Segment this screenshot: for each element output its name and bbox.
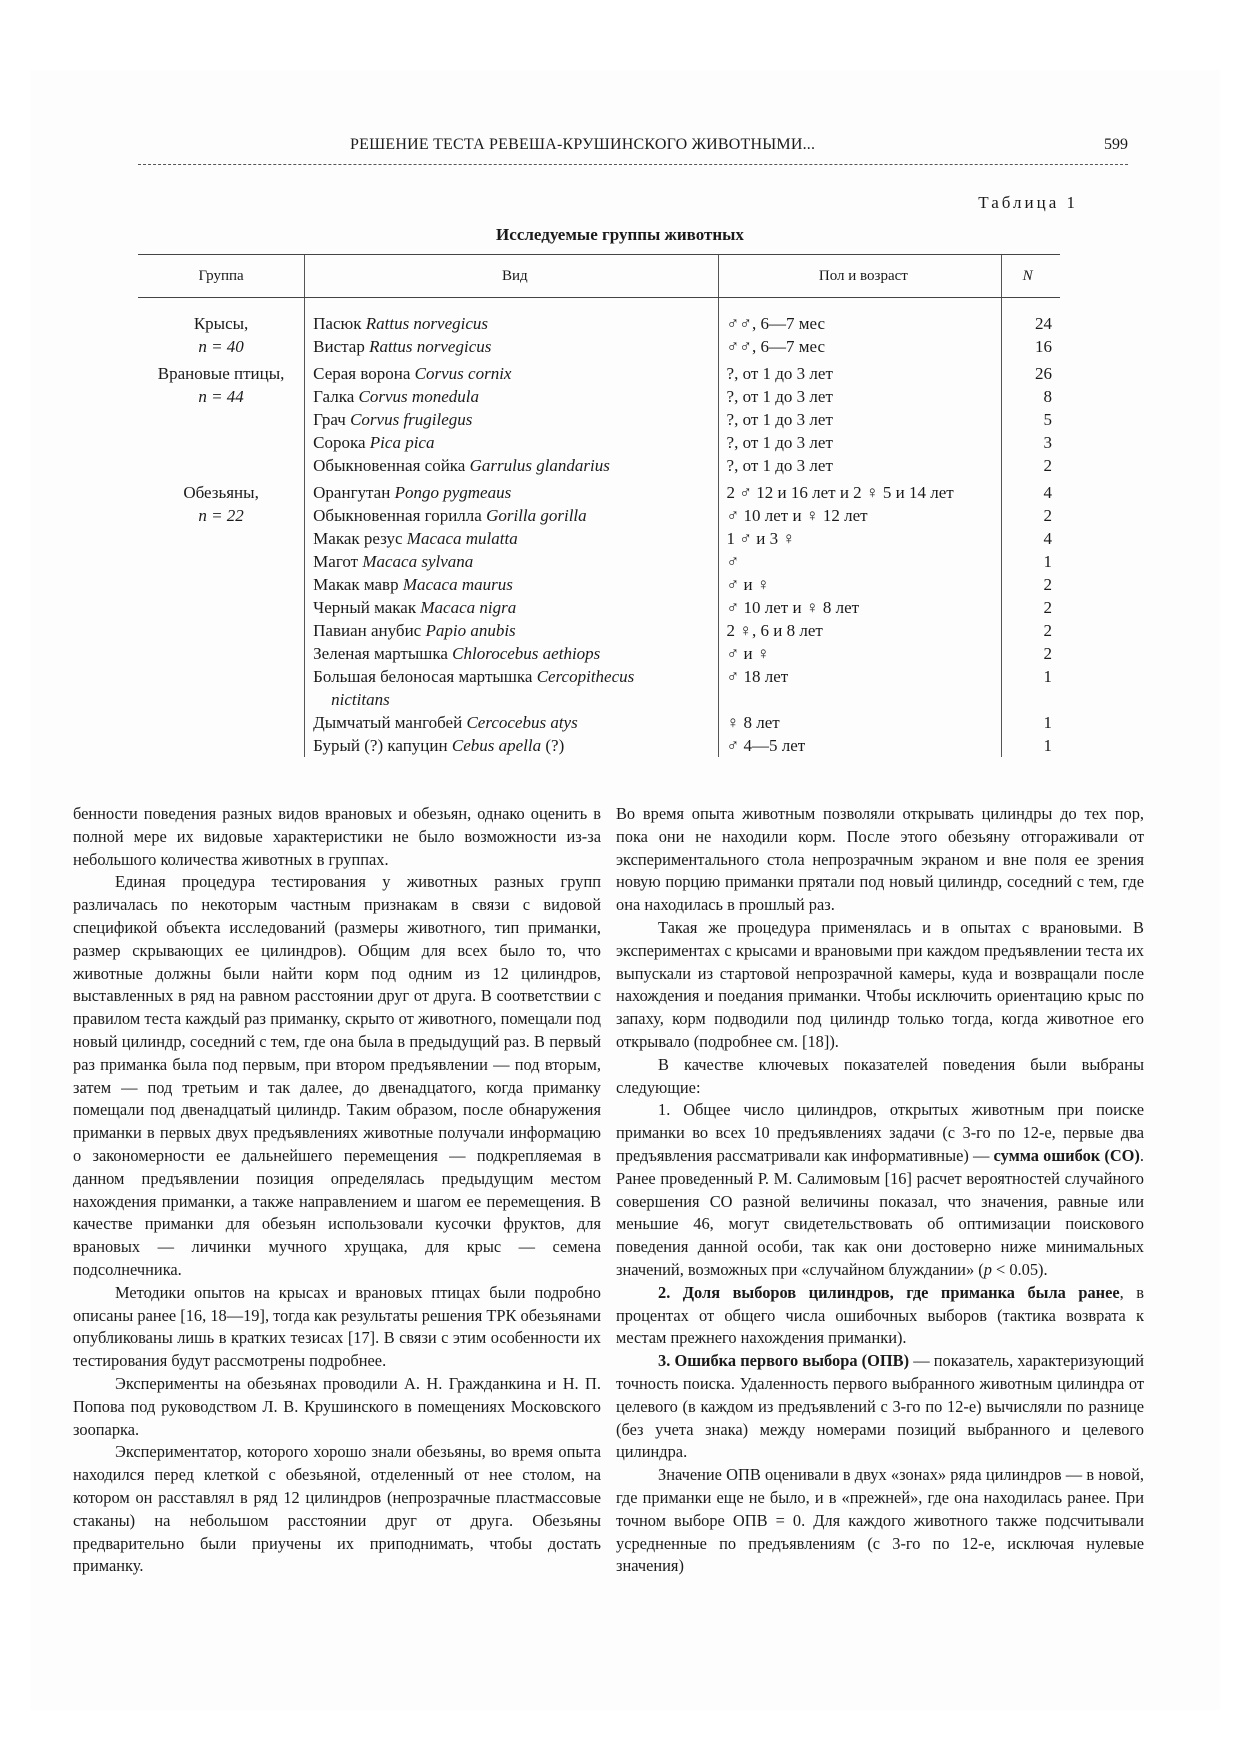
species-common-name: Магот (313, 552, 359, 571)
species-latin-name: Corvus cornix (414, 364, 512, 383)
cell-species (305, 335, 718, 358)
cell-group (138, 385, 305, 408)
cell-n: 24 (1002, 312, 1060, 335)
species-latin-name: Corvus monedula (358, 387, 479, 406)
cell-n: 2 (1002, 573, 1060, 596)
species-latin-name: Macaca mulatta (406, 529, 518, 548)
cell-species (305, 385, 718, 408)
species-latin-name: Cebus apella (451, 736, 542, 755)
cell-species (305, 550, 718, 573)
body-column-right (616, 803, 1144, 1578)
paragraph: бенности поведения разных видов врановых и обезьян, однако оценить в полной мере их видовые характеристики не было возможности из-за небольшого количества животных в группах. (73, 804, 601, 869)
column-header-sex-age: Пол и возраст (718, 255, 1002, 298)
species-common-name: Бурый (?) капуцин (313, 736, 448, 755)
group-count: n = 44 (198, 387, 244, 406)
table-row (138, 481, 1060, 504)
cell-sex-age: ♂♂, 6—7 мес (718, 312, 1002, 335)
table-row (138, 711, 1060, 734)
species-common-name: Орангутан (313, 483, 391, 502)
cell-species (305, 665, 718, 711)
cell-sex-age: ♂ и ♀ (718, 573, 1002, 596)
cell-group (138, 734, 305, 757)
table-row (138, 408, 1060, 431)
species-latin-name: Macaca nigra (420, 598, 517, 617)
cell-group (138, 596, 305, 619)
species-latin-name: Chlorocebus aethiops (452, 644, 601, 663)
cell-species (305, 454, 718, 477)
cell-group (138, 527, 305, 550)
species-latin-name: Gorilla gorilla (486, 506, 587, 525)
cell-n: 8 (1002, 385, 1060, 408)
species-latin-name-cont: nictitans (331, 690, 390, 709)
cell-sex-age: ♂ и ♀ (718, 642, 1002, 665)
species-latin-name: Cercopithecus (536, 667, 635, 686)
page-number: 599 (1104, 136, 1128, 153)
column-header-species: Вид (305, 255, 718, 298)
term-sum-of-errors: сумма ошибок (СО) (993, 1145, 1140, 1165)
cell-species (305, 362, 718, 385)
species-latin-name: Corvus frugilegus (350, 410, 473, 429)
column-header-n: N (1002, 255, 1060, 298)
species-common-name: Большая белоносая мартышка (313, 667, 533, 686)
cell-group (138, 335, 305, 358)
column-header-group: Группа (138, 255, 305, 298)
cell-group (138, 619, 305, 642)
table-row (138, 573, 1060, 596)
table-body (138, 298, 1060, 758)
group-count: n = 22 (198, 506, 244, 525)
term-return-share: 2. Доля выборов цилиндров, где приманка была ранее (658, 1282, 1120, 1302)
species-common-name: Макак резус (313, 529, 403, 548)
cell-n: 1 (1002, 734, 1060, 757)
table-row (138, 665, 1060, 711)
cell-species (305, 527, 718, 550)
table-row (138, 596, 1060, 619)
species-latin-name: Macaca maurus (402, 575, 513, 594)
paragraph: Методики опытов на крысах и врановых птицах были подробно описаны ранее [16, 18—19], тогда как результаты решения ТРК обезьянами опубликованы лишь в кратких тезисах [17]. В связи с этим особенности их тестирования будут рассмотрены подробнее. (73, 1282, 601, 1371)
indicator-1-paragraph: 1. Общее число цилиндров, открытых животным при поиске приманки во всех 10 предъявлениях задачи (с 3-го по 12-е, первые два предъявления рассматривали как информативные) — сумма ошибок (СО). Ранее проведенный Р. М. Салимовым [16] расчет вероятностей случайного совершения СО разной величины показал, что значения, равные или меньшие 46, могут свидетельствовать об оптимизации поискового поведения данной особи, так как они достоверно ниже минимальных значений, возможных при «случайном блуждании» (p < 0.05). (616, 1100, 1144, 1279)
group-count: n = 40 (198, 337, 244, 356)
species-common-name: Зеленая мартышка (313, 644, 448, 663)
species-common-name: Павиан анубис (313, 621, 422, 640)
running-title: РЕШЕНИЕ ТЕСТА РЕВЕША-КРУШИНСКОГО ЖИВОТНЫМИ... (350, 136, 816, 153)
indicator-3-paragraph: 3. Ошибка первого выбора (ОПВ) — показатель, характеризующий точность поиска. Удаленность первого выбранного животным цилиндра от целевого (в каждом из предъявлений с 3-го по 12-е) вычисляли по разнице (без учета знака) между номерами позиций выбранного и целевого цилиндра. (616, 1351, 1144, 1462)
species-latin-name: Pica pica (369, 433, 435, 452)
table-row (138, 619, 1060, 642)
cell-group (138, 481, 305, 504)
cell-n: 5 (1002, 408, 1060, 431)
cell-group (138, 642, 305, 665)
table-row (138, 734, 1060, 757)
group-name: Врановые птицы, (157, 364, 285, 383)
species-common-name: Дымчатый мангобей (313, 713, 463, 732)
species-latin-name: Rattus norvegicus (365, 314, 489, 333)
cell-sex-age: ♂ 18 лет (718, 665, 1002, 711)
cell-group (138, 504, 305, 527)
table-row (138, 431, 1060, 454)
cell-n: 1 (1002, 550, 1060, 573)
table-row (138, 312, 1060, 335)
body-column-left (73, 803, 601, 1578)
cell-n: 16 (1002, 335, 1060, 358)
cell-n: 2 (1002, 504, 1060, 527)
cell-n: 2 (1002, 454, 1060, 477)
species-common-name: Пасюк (313, 314, 362, 333)
species-latin-name: Rattus norvegicus (369, 337, 492, 356)
cell-group (138, 454, 305, 477)
cell-n: 1 (1002, 711, 1060, 734)
table-row (138, 335, 1060, 358)
cell-n: 4 (1002, 527, 1060, 550)
table-label: Таблица 1 (978, 193, 1078, 212)
cell-sex-age: ♂ 4—5 лет (718, 734, 1002, 757)
paragraph: Эксперименты на обезьянах проводили А. Н. Гражданкина и Н. П. Попова под руководством Л. В. Крушинского в помещениях Московского зоопарка. (73, 1373, 601, 1439)
cell-sex-age: ♂ 10 лет и ♀ 12 лет (718, 504, 1002, 527)
cell-n: 2 (1002, 619, 1060, 642)
species-latin-name: Cercocebus atys (466, 713, 578, 732)
species-common-name: Обыкновенная горилла (313, 506, 482, 525)
table-row (138, 454, 1060, 477)
cell-species (305, 619, 718, 642)
table-header-row (138, 255, 1060, 298)
cell-species (305, 504, 718, 527)
cell-sex-age: ♀ 8 лет (718, 711, 1002, 734)
species-common-name: Обыкновенная сойка (313, 456, 466, 475)
group-name: Обезьяны, (183, 483, 259, 502)
table-title: Исследуемые группы животных (496, 225, 744, 244)
cell-n: 2 (1002, 642, 1060, 665)
cell-group (138, 431, 305, 454)
table-row (138, 527, 1060, 550)
table-row (138, 504, 1060, 527)
cell-n: 1 (1002, 665, 1060, 711)
cell-species (305, 642, 718, 665)
cell-species: Бурый (?) капуцин Cebus apella (?) (305, 734, 718, 757)
cell-n: 4 (1002, 481, 1060, 504)
cell-species (305, 481, 718, 504)
species-latin-name: Pongo pygmeaus (394, 483, 512, 502)
cell-sex-age: ?, от 1 до 3 лет (718, 362, 1002, 385)
cell-species (305, 431, 718, 454)
cell-sex-age: 2 ♂ 12 и 16 лет и 2 ♀ 5 и 14 лет (718, 481, 1002, 504)
cell-species (305, 573, 718, 596)
species-common-name: Галка (313, 387, 355, 406)
cell-group (138, 312, 305, 335)
cell-group (138, 550, 305, 573)
running-header (138, 134, 1128, 165)
species-common-name: Черный макак (313, 598, 417, 617)
term-first-choice-error: 3. Ошибка первого выбора (ОПВ) (658, 1351, 910, 1371)
indicator-2-paragraph: 2. Доля выборов цилиндров, где приманка была ранее, в процентах от общего числа ошибочных выборов (тактика возврата к местам прежнего нахождения приманки). (616, 1282, 1144, 1348)
cell-n: 2 (1002, 596, 1060, 619)
species-common-name: Макак мавр (313, 575, 399, 594)
cell-group (138, 665, 305, 711)
cell-group (138, 711, 305, 734)
species-common-name: Серая ворона (313, 364, 411, 383)
paragraph: В качестве ключевых показателей поведения были выбраны следующие: (616, 1054, 1144, 1097)
cell-sex-age: 1 ♂ и 3 ♀ (718, 527, 1002, 550)
cell-group (138, 408, 305, 431)
cell-species (305, 408, 718, 431)
cell-sex-age: ?, от 1 до 3 лет (718, 385, 1002, 408)
cell-sex-age: ?, от 1 до 3 лет (718, 408, 1002, 431)
cell-sex-age: ♂ (718, 550, 1002, 573)
cell-species (305, 596, 718, 619)
cell-n: 26 (1002, 362, 1060, 385)
table-row (138, 550, 1060, 573)
cell-sex-age: 2 ♀, 6 и 8 лет (718, 619, 1002, 642)
species-latin-name: Macaca sylvana (362, 552, 474, 571)
cell-species (305, 312, 718, 335)
table-row (138, 642, 1060, 665)
paragraph: Экспериментатор, которого хорошо знали обезьяны, во время опыта находился перед клеткой с обезьяной, отделенный от нее столом, на котором он расставлял в ряд 12 цилиндров (непрозрачные пластмассовые стаканы) на небольшом расстоянии друг от друга. Обезьяны предварительно были приучены их приподнимать, чтобы достать приманку. (73, 1442, 601, 1576)
cell-sex-age: ?, от 1 до 3 лет (718, 454, 1002, 477)
species-common-name: Вистар (313, 337, 365, 356)
cell-group (138, 362, 305, 385)
animal-groups-table (138, 254, 1060, 757)
group-name: Крысы, (193, 314, 249, 333)
species-latin-name: Garrulus glandarius (469, 456, 610, 475)
paragraph: Значение ОПВ оценивали в двух «зонах» ряда цилиндров — в новой, где приманки еще не было, и в «прежней», где она находилась ранее. При точном выборе ОПВ = 0. Для каждого животного также подсчитывали усредненные по предъявлениям (с 3-го по 12-е, исключая нулевые значения) (616, 1465, 1144, 1576)
species-latin-name: Papio anubis (425, 621, 516, 640)
paragraph: Во время опыта животным позволяли открывать цилиндры до тех пор, пока они не находили корм. После этого обезьяну отгораживали от экспериментального стола непрозрачным экраном и вне поля ее зрения новую порцию приманки прятали под новый цилиндр, соседний с тем, где она находилась в прошлый раз. (616, 804, 1144, 915)
cell-n: 3 (1002, 431, 1060, 454)
species-common-name: Грач (313, 410, 346, 429)
cell-sex-age: ♂♂, 6—7 мес (718, 335, 1002, 358)
table-row (138, 362, 1060, 385)
table-row (138, 385, 1060, 408)
paragraph: Единая процедура тестирования у животных разных групп различалась по некоторым частным признакам в связи с видовой спецификой объекта исследований (размеры животного, тип приманки, размер скрывающих ее цилиндров). Общим для всех было то, что животные должны были найти корм под одним из 12 цилиндров, выставленных в ряд на равном расстоянии друг от друга. В соответствии с правилом теста каждый раз приманку, скрыто от животного, помещали под новый цилиндр, соседний с тем, где она была в предыдущий раз. В первый раз приманка была под первым, при втором предъявлении — под вторым, затем — под третьим и так далее, до двенадцатого, когда приманку помещали под двенадцатый цилиндр. Таким образом, после обнаружения приманки в первых двух предъявлениях животные получали информацию о закономерности ее дальнейшего перемещения — подкрепляемая в данном предъявлении позиция определялась предыдущим местом нахождения приманки, а также направлением и шагом ее перемещения. В качестве приманки для обезьян использовали кусочки фруктов, для врановых — личинки мучного хрущака, для крыс — семена подсолнечника. (73, 872, 601, 1279)
cell-sex-age: ?, от 1 до 3 лет (718, 431, 1002, 454)
cell-sex-age: ♂ 10 лет и ♀ 8 лет (718, 596, 1002, 619)
paragraph: Такая же процедура применялась и в опытах с врановыми. В экспериментах с крысами и врановыми при каждом предъявлении теста их выпускали из стартовой непрозрачной камеры, куда и возвращали после нахождения и поедания приманки. Чтобы исключить ориентацию крыс по запаху, корм подводили под цилиндр только тогда, когда животное его открывало (подробнее см. [18]). (616, 917, 1144, 1051)
cell-group (138, 573, 305, 596)
species-common-name: Сорока (313, 433, 366, 452)
cell-species (305, 711, 718, 734)
